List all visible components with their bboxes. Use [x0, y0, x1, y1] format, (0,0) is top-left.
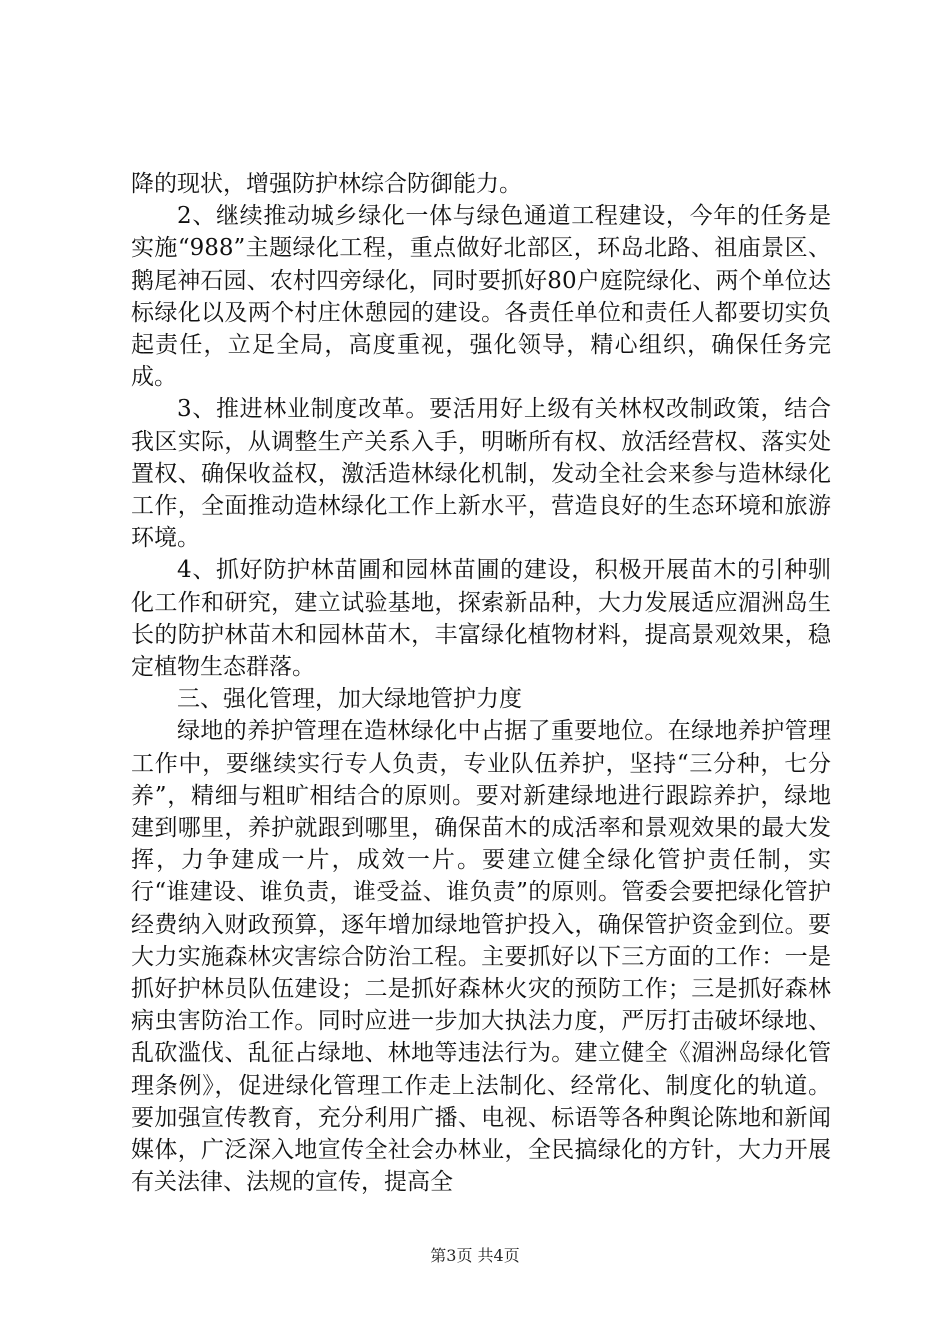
document-body [131, 168, 831, 1199]
paragraph-item-2: 2、继续推动城乡绿化一体与绿色通道工程建设，今年的任务是实施“988”主题绿化工程，重点做好北部区，环岛北路、祖庙景区、鹅尾神石园、农村四旁绿化，同时要抓好80户庭院绿化、两个单位达标绿化以及两个村庄休憩园的建设。各责任单位和责任人都要切实负起责任，立足全局，高度重视，强化领导，精心组织，确保任务完成。 [131, 203, 831, 391]
paragraph-item-4: 4、抓好防护林苗圃和园林苗圃的建设，积极开展苗木的引种驯化工作和研究，建立试验基地，探索新品种，大力发展适应湄洲岛生长的防护林苗木和园林苗木，丰富绿化植物材料，提高景观效果，稳定植物生态群落。 [131, 557, 831, 681]
page-footer: 第3页 共4页 [430, 1246, 520, 1265]
paragraph-item-3: 3、推进林业制度改革。要活用好上级有关林权改制政策，结合我区实际，从调整生产关系入手，明晰所有权、放活经营权、落实处置权、确保收益权，激活造林绿化机制，发动全社会来参与造林绿化工作，全面推动造林绿化工作上新水平，营造良好的生态环境和旅游环境。 [131, 396, 831, 552]
section-heading-3: 三、强化管理，加大绿地管护力度 [177, 686, 522, 713]
paragraph-continuation: 降的现状，增强防护林综合防御能力。 [131, 171, 522, 197]
paragraph-management: 绿地的养护管理在造林绿化中占据了重要地位。在绿地养护管理工作中，要继续实行专人负责，专业队伍养护，坚持“三分种，七分养”，精细与粗旷相结合的原则。要对新建绿地进行跟踪养护，绿地建到哪里，养护就跟到哪里，确保苗木的成活率和景观效果的最大发挥，力争建成一片，成效一片。要建立健全绿化管护责任制，实行“谁建设、谁负责，谁受益、谁负责”的原则。管委会要把绿化管护经费纳入财政预算，逐年增加绿地管护投入，确保管护资金到位。要大力实施森林灾害综合防治工程。主要抓好以下三方面的工作：一是抓好护林员队伍建设；二是抓好森林火灾的预防工作；三是抓好森林病虫害防治工作。同时应进一步加大执法力度，严厉打击破坏绿地、乱砍滥伐、乱征占绿地、林地等违法行为。建立健全《湄洲岛绿化管理条例》，促进绿化管理工作走上法制化、经常化、制度化的轨道。要加强宣传教育，充分利用广播、电视、标语等各种舆论陈地和新闻媒体，广泛深入地宣传全社会办林业，全民搞绿化的方针，大力开展有关法律、法规的宣传，提高全 [131, 718, 831, 1196]
